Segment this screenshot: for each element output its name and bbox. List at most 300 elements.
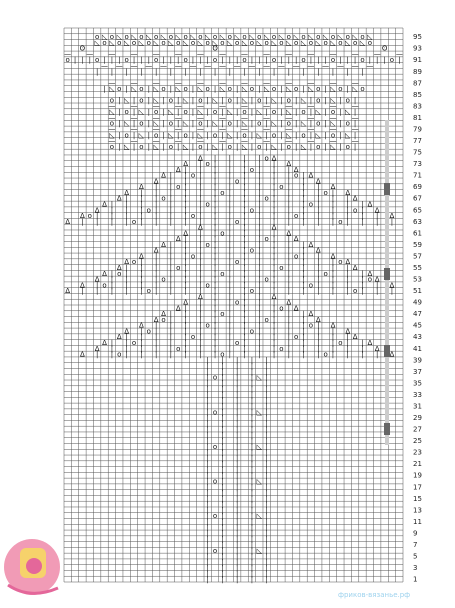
stitch-symbol: |: [287, 269, 290, 278]
stitch-symbol: |: [265, 506, 268, 515]
stitch-symbol: |: [169, 263, 173, 272]
stitch-symbol: |: [390, 287, 394, 296]
stitch-symbol: |: [243, 246, 246, 255]
stitch-symbol: Δ: [80, 281, 85, 290]
stitch-symbol: |: [169, 240, 173, 249]
stitch-symbol: |: [302, 85, 305, 94]
stitch-symbol: |: [213, 171, 217, 180]
stitch-symbol: Δ: [102, 269, 107, 278]
stitch-symbol: o: [330, 131, 336, 140]
stitch-symbol: |: [317, 206, 320, 215]
row-number-label: 75: [413, 148, 422, 157]
stitch-symbol: |: [250, 448, 254, 457]
stitch-symbol: |: [376, 281, 379, 290]
stitch-symbol: o: [109, 142, 115, 151]
stitch-symbol: Δ: [374, 275, 380, 284]
stitch-symbol: |: [302, 194, 305, 203]
stitch-symbol: —: [174, 79, 182, 88]
stitch-symbol: |: [346, 56, 349, 65]
stitch-symbol: |: [250, 425, 254, 434]
stitch-symbol: —: [196, 125, 204, 134]
stitch-symbol: |: [258, 281, 261, 290]
stitch-symbol: |: [140, 188, 143, 197]
stitch-symbol: |: [110, 344, 114, 353]
stitch-symbol: o: [212, 56, 218, 65]
stitch-symbol: o: [161, 38, 166, 47]
stitch-symbol: —: [395, 50, 403, 59]
stitch-symbol: o: [323, 350, 328, 359]
stitch-symbol: ◺: [138, 38, 145, 47]
stitch-symbol: o: [249, 165, 255, 174]
stitch-symbol: |: [162, 96, 165, 105]
row-number-label: 35: [413, 379, 422, 388]
stitch-symbol: |: [302, 315, 305, 324]
stitch-symbol: |: [213, 333, 217, 342]
stitch-symbol: |: [339, 96, 342, 105]
stitch-symbol: |: [302, 281, 305, 290]
stitch-symbol: |: [250, 96, 254, 105]
stitch-symbol: Δ: [94, 275, 100, 284]
stitch-symbol: o: [316, 119, 321, 128]
stitch-symbol: |: [331, 263, 335, 272]
stitch-symbol: |: [206, 512, 209, 521]
stitch-symbol: —: [108, 125, 116, 134]
stitch-symbol: —: [285, 50, 293, 59]
stitch-symbol: —: [285, 102, 293, 111]
stitch-symbol: |: [169, 327, 173, 336]
stitch-symbol: |: [236, 500, 239, 509]
stitch-symbol: |: [243, 315, 246, 324]
stitch-symbol: o: [308, 200, 314, 209]
row-number-label: 17: [413, 483, 422, 492]
stitch-symbol: ◺: [241, 119, 248, 128]
stitch-symbol: |: [250, 552, 254, 561]
stitch-symbol: |: [272, 258, 276, 267]
stitch-symbol: |: [250, 460, 254, 469]
stitch-symbol: ◺: [116, 33, 122, 42]
stitch-symbol: |: [177, 119, 180, 128]
watermark-text: фриков-вязанье.рф: [338, 591, 411, 599]
stitch-symbol: ◺: [241, 96, 248, 105]
stitch-symbol: |: [199, 321, 202, 330]
stitch-symbol: —: [263, 62, 271, 71]
stitch-symbol: |: [221, 540, 224, 549]
stitch-symbol: —: [307, 62, 315, 71]
stitch-symbol: |: [228, 315, 231, 324]
stitch-symbol: |: [221, 517, 224, 526]
stitch-symbol: |: [140, 217, 143, 226]
stitch-symbol: —: [329, 125, 337, 134]
stitch-symbol: |: [250, 483, 254, 492]
stitch-symbol: |: [184, 206, 187, 215]
stitch-symbol: |: [228, 321, 231, 330]
stitch-symbol: |: [169, 281, 173, 290]
row-number-label: 33: [413, 390, 422, 399]
stitch-symbol: |: [177, 142, 180, 151]
stitch-symbol: |: [154, 67, 158, 76]
stitch-symbol: |: [272, 315, 276, 324]
stitch-symbol: |: [221, 489, 224, 498]
stitch-symbol: |: [236, 477, 239, 486]
stitch-symbol: Δ: [308, 240, 314, 249]
stitch-symbol: |: [184, 281, 187, 290]
stitch-symbol: |: [154, 263, 158, 272]
stitch-symbol: —: [373, 50, 381, 59]
stitch-symbol: |: [184, 275, 187, 284]
stitch-symbol: |: [184, 350, 187, 359]
stitch-symbol: |: [250, 535, 254, 544]
stitch-symbol: |: [228, 263, 231, 272]
stitch-symbol: |: [177, 131, 180, 140]
stitch-symbol: ◺: [300, 96, 307, 105]
stitch-symbol: |: [199, 200, 202, 209]
stitch-symbol: |: [346, 339, 349, 348]
stitch-symbol: |: [250, 523, 254, 532]
stitch-symbol: ◺: [322, 33, 329, 42]
stitch-symbol: |: [294, 56, 298, 65]
stitch-symbol: |: [110, 200, 114, 209]
stitch-symbol: Δ: [389, 350, 395, 359]
stitch-symbol: |: [265, 546, 268, 555]
stitch-symbol: —: [130, 137, 138, 146]
stitch-symbol: |: [302, 269, 305, 278]
stitch-symbol: o: [190, 38, 196, 47]
stitch-symbol: o: [352, 38, 358, 47]
stitch-symbol: |: [206, 483, 209, 492]
stitch-symbol: ◺: [197, 85, 204, 94]
stitch-symbol: |: [265, 517, 268, 526]
stitch-symbol: |: [258, 56, 261, 65]
stitch-symbol: |: [346, 67, 349, 76]
stitch-symbol: |: [376, 212, 379, 221]
stitch-symbol: |: [228, 281, 231, 290]
stitch-symbol: o: [323, 188, 328, 197]
stitch-symbol: o: [264, 315, 269, 324]
stitch-symbol: |: [169, 85, 173, 94]
stitch-symbol: |: [221, 108, 224, 117]
stitch-symbol: |: [236, 56, 239, 65]
stitch-symbol: ◺: [271, 142, 277, 151]
stitch-symbol: o: [271, 108, 277, 117]
stitch-symbol: |: [339, 142, 342, 151]
stitch-symbol: |: [221, 569, 224, 578]
stitch-symbol: Δ: [116, 263, 122, 272]
stitch-symbol: |: [265, 564, 268, 573]
stitch-symbol: |: [236, 367, 239, 376]
stitch-symbol: |: [228, 212, 231, 221]
stitch-symbol: |: [317, 281, 320, 290]
stitch-symbol: |: [258, 252, 261, 261]
stitch-symbol: |: [236, 471, 239, 480]
stitch-symbol: |: [140, 206, 143, 215]
stitch-symbol: |: [317, 212, 320, 221]
stitch-symbol: o: [220, 188, 225, 197]
stitch-symbol: |: [287, 304, 290, 313]
stitch-symbol: |: [294, 142, 298, 151]
stitch-symbol: |: [169, 344, 173, 353]
stitch-symbol: |: [243, 304, 246, 313]
stitch-symbol: |: [206, 564, 209, 573]
stitch-symbol: |: [250, 564, 254, 573]
stitch-symbol: |: [199, 67, 202, 76]
stitch-symbol: o: [117, 269, 122, 278]
stitch-symbol: |: [272, 339, 276, 348]
stitch-symbol: ◺: [109, 131, 115, 140]
row-number-label: 15: [413, 494, 422, 503]
stitch-symbol: |: [294, 96, 298, 105]
stitch-symbol: |: [228, 217, 231, 226]
stitch-symbol: |: [154, 327, 158, 336]
row-number-label: 45: [413, 321, 422, 330]
stitch-symbol: ◺: [256, 546, 262, 555]
stitch-symbol: |: [199, 310, 202, 319]
stitch-symbol: o: [205, 240, 210, 249]
stitch-symbol: Δ: [389, 212, 395, 221]
stitch-symbol: —: [307, 113, 315, 122]
stitch-symbol: |: [221, 367, 224, 376]
stitch-symbol: |: [287, 194, 290, 203]
stitch-symbol: |: [184, 304, 187, 313]
stitch-symbol: |: [265, 529, 268, 538]
stitch-symbol: |: [236, 506, 239, 515]
stitch-symbol: ◺: [123, 119, 130, 128]
stitch-symbol: o: [220, 269, 225, 278]
stitch-symbol: o: [176, 38, 181, 47]
stitch-symbol: |: [250, 419, 254, 428]
stitch-symbol: —: [108, 137, 116, 146]
stitch-symbol: |: [265, 402, 268, 411]
stitch-symbol: |: [228, 327, 231, 336]
stitch-symbol: —: [152, 102, 160, 111]
stitch-symbol: |: [169, 252, 173, 261]
stitch-symbol: |: [206, 489, 209, 498]
stitch-symbol: |: [221, 500, 224, 509]
stitch-symbol: |: [118, 96, 121, 105]
stitch-symbol: o: [360, 33, 365, 42]
stitch-symbol: ◺: [300, 119, 307, 128]
stitch-symbol: —: [285, 113, 293, 122]
stitch-symbol: |: [206, 373, 209, 382]
row-number-label: 91: [413, 56, 422, 65]
stitch-symbol: |: [265, 552, 268, 561]
stitch-symbol: Δ: [315, 315, 321, 324]
stitch-symbol: |: [265, 396, 268, 405]
stitch-symbol: |: [206, 402, 209, 411]
stitch-symbol: |: [199, 275, 202, 284]
stitch-symbol: |: [243, 160, 246, 169]
stitch-symbol: |: [236, 465, 239, 474]
stitch-symbol: |: [353, 96, 357, 105]
stitch-symbol: |: [184, 287, 187, 296]
stitch-symbol: o: [212, 108, 218, 117]
stitch-symbol: |: [236, 512, 239, 521]
stitch-symbol: |: [287, 287, 290, 296]
stitch-symbol: |: [272, 269, 276, 278]
row-number-label: 69: [413, 183, 422, 192]
stitch-symbol: |: [250, 142, 254, 151]
stitch-symbol: o: [308, 281, 314, 290]
stitch-symbol: |: [258, 258, 261, 267]
stitch-symbol: |: [258, 333, 261, 342]
stitch-symbol: |: [280, 142, 283, 151]
stitch-symbol: |: [236, 379, 239, 388]
stitch-symbol: |: [95, 67, 99, 76]
stitch-symbol: |: [250, 506, 254, 515]
stitch-symbol: |: [258, 223, 261, 232]
stitch-symbol: |: [228, 160, 231, 169]
stitch-symbol: ◺: [175, 33, 181, 42]
stitch-symbol: |: [265, 142, 268, 151]
stitch-symbol: o: [257, 33, 262, 42]
stitch-symbol: |: [339, 108, 342, 117]
stitch-symbol: |: [331, 344, 335, 353]
stitch-symbol: |: [250, 494, 254, 503]
stitch-symbol: |: [206, 356, 209, 365]
stitch-symbol: Δ: [315, 177, 321, 186]
stitch-symbol: |: [272, 240, 276, 249]
stitch-symbol: o: [367, 275, 372, 284]
stitch-symbol: |: [213, 350, 217, 359]
row-number-label: 39: [413, 356, 422, 365]
stitch-symbol: Δ: [65, 287, 71, 296]
stitch-symbol: |: [250, 385, 254, 394]
stitch-symbol: |: [353, 56, 357, 65]
stitch-symbol: |: [236, 96, 239, 105]
stitch-symbol: |: [353, 119, 357, 128]
stitch-symbol: —: [351, 125, 359, 134]
stitch-symbol: Δ: [367, 200, 373, 209]
stitch-symbol: |: [199, 339, 202, 348]
stitch-symbol: |: [317, 183, 320, 192]
row-number-label: 61: [413, 229, 422, 238]
stitch-symbol: |: [213, 304, 217, 313]
stitch-symbol: |: [184, 235, 187, 244]
stitch-symbol: Δ: [124, 188, 130, 197]
stitch-symbol: |: [221, 448, 224, 457]
row-number-label: 85: [413, 90, 422, 99]
stitch-symbol: |: [250, 465, 254, 474]
stitch-symbol: ◺: [256, 442, 262, 451]
stitch-symbol: |: [302, 310, 305, 319]
stitch-symbol: |: [147, 119, 150, 128]
stitch-symbol: |: [361, 206, 364, 215]
stitch-symbol: |: [302, 339, 305, 348]
stitch-symbol: |: [199, 333, 202, 342]
stitch-symbol: |: [346, 206, 349, 215]
stitch-symbol: ◺: [234, 33, 240, 42]
stitch-symbol: |: [258, 165, 261, 174]
stitch-symbol: —: [145, 62, 153, 71]
stitch-symbol: |: [206, 142, 209, 151]
stitch-symbol: |: [258, 188, 261, 197]
stitch-symbol: |: [118, 108, 121, 117]
stitch-symbol: |: [302, 252, 305, 261]
stitch-symbol: |: [199, 188, 202, 197]
stitch-symbol: |: [132, 96, 136, 105]
stitch-symbol: |: [169, 269, 173, 278]
stitch-symbol: |: [110, 269, 114, 278]
stitch-symbol: |: [213, 223, 217, 232]
row-number-label: 47: [413, 310, 422, 319]
stitch-symbol: |: [199, 160, 202, 169]
row-number-label: 77: [413, 137, 422, 146]
stitch-symbol: |: [317, 194, 320, 203]
stitch-symbol: |: [265, 385, 268, 394]
stitch-symbol: |: [184, 321, 187, 330]
stitch-symbol: |: [331, 258, 335, 267]
stitch-symbol: |: [228, 235, 231, 244]
stitch-symbol: |: [125, 263, 128, 272]
stitch-symbol: Δ: [80, 350, 85, 359]
stitch-symbol: ◺: [182, 96, 189, 105]
stitch-symbol: |: [125, 200, 128, 209]
stitch-symbol: —: [152, 79, 160, 88]
stitch-symbol: ◺: [330, 85, 336, 94]
stitch-symbol: o: [286, 33, 291, 42]
stitch-symbol: |: [236, 460, 239, 469]
stitch-symbol: |: [154, 287, 158, 296]
stitch-symbol: |: [236, 431, 239, 440]
stitch-symbol: |: [110, 206, 114, 215]
stitch-symbol: Δ: [271, 292, 277, 301]
stitch-symbol: |: [221, 408, 224, 417]
stitch-symbol: |: [272, 327, 276, 336]
stitch-symbol: —: [241, 79, 249, 88]
stitch-symbol: |: [199, 350, 202, 359]
stitch-symbol: ◺: [315, 38, 321, 47]
stitch-symbol: Δ: [124, 327, 130, 336]
stitch-symbol: —: [307, 102, 315, 111]
stitch-symbol: |: [162, 131, 165, 140]
stitch-symbol: |: [228, 258, 231, 267]
stitch-symbol: |: [199, 171, 202, 180]
stitch-symbol: ◺: [256, 408, 262, 417]
stitch-symbol: |: [236, 108, 239, 117]
stitch-symbol: |: [353, 131, 357, 140]
stitch-symbol: |: [199, 269, 202, 278]
stitch-symbol: —: [108, 102, 116, 111]
stitch-symbol: Δ: [271, 223, 277, 232]
stitch-symbol: |: [250, 558, 254, 567]
side-bar-marker: [384, 268, 390, 280]
stitch-symbol: |: [309, 56, 313, 65]
stitch-symbol: |: [243, 292, 246, 301]
stitch-symbol: |: [302, 258, 305, 267]
stitch-symbol: Δ: [161, 310, 166, 319]
stitch-symbol: Δ: [293, 235, 299, 244]
stitch-symbol: |: [140, 339, 143, 348]
stitch-symbol: |: [236, 356, 239, 365]
stitch-symbol: |: [250, 367, 254, 376]
stitch-symbol: |: [331, 206, 335, 215]
stitch-symbol: |: [199, 327, 202, 336]
stitch-symbol: |: [213, 327, 217, 336]
stitch-symbol: |: [162, 142, 165, 151]
stitch-symbol: |: [317, 275, 320, 284]
stitch-symbol: —: [130, 79, 138, 88]
stitch-symbol: o: [235, 258, 240, 267]
stitch-symbol: |: [228, 206, 231, 215]
stitch-symbol: |: [154, 206, 158, 215]
stitch-symbol: —: [351, 137, 359, 146]
stitch-symbol: —: [366, 62, 374, 71]
stitch-symbol: |: [221, 437, 224, 446]
ball-of-yarn-logo: [4, 539, 60, 595]
row-number-label: 11: [413, 517, 422, 526]
stitch-symbol: —: [108, 79, 116, 88]
stitch-symbol: ◺: [345, 131, 351, 140]
stitch-symbol: |: [287, 235, 290, 244]
